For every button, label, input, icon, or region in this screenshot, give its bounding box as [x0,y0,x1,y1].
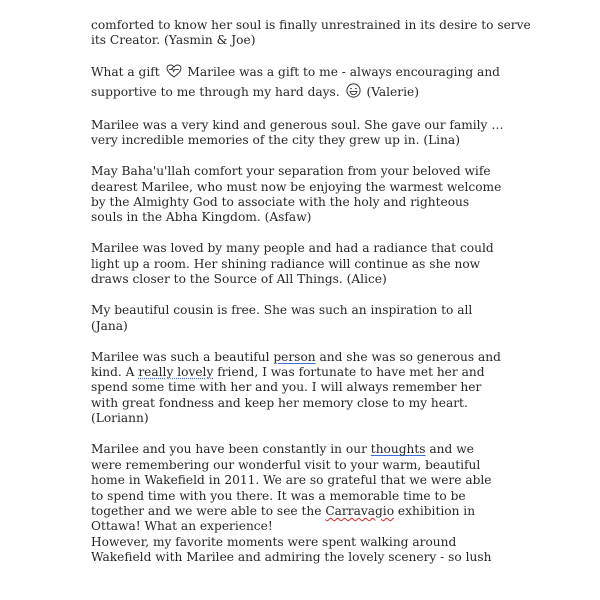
text-line: comforted to know her soul is finally unrestrained in its desire to serve [91,18,531,32]
text-line: by the Almighty God to associate with the holy and righteous [91,195,470,210]
paragraph-loriann [91,350,511,427]
text-line: May Baha'u'llah comfort your separation from your beloved wife [91,164,491,179]
text-line: souls in the Abha Kingdom. (Asfaw) [91,210,312,225]
text-fragment: friend, I was fortunate to have met her and [213,365,485,380]
text-line: to spend time with you there. It was a memorable time to be [91,488,466,503]
text-line: Marilee was a very kind and generous soul. She gave our family … [91,117,504,132]
paragraph-valerie [91,64,511,102]
text-line: very incredible memories of the city they grew up in. (Lina) [91,133,460,148]
text-line: My beautiful cousin is free. She was such an inspiration to all [91,303,473,318]
text-fragment: kind. A [91,365,139,380]
text-line [91,64,511,82]
paragraph-jana [91,303,511,334]
text-fragment: (Valerie) [362,84,419,99]
text-fragment: exhibition in [394,503,476,518]
paragraph-lina [91,118,511,149]
spelling-flagged-word[interactable]: Carravagio [325,503,395,518]
smiley-icon [346,83,361,102]
paragraph-asfaw [91,164,511,226]
grammar-flagged-word[interactable]: thoughts [370,442,426,457]
text-line [91,504,511,519]
text-line [91,350,511,365]
text-fragment: together and we were able to see the [91,503,326,518]
text-fragment: supportive to me through my hard days. [91,84,344,99]
text-fragment: and she was so generous and [315,349,501,364]
text-line: home in Wakefield in 2011. We are so grateful that we were able [91,473,492,488]
text-line: spend some time with her and you. I will always remember her [91,380,482,395]
document-page [91,18,531,581]
text-line: draws closer to the Source of All Things. (Alice) [91,272,387,287]
text-line: its Creator. (Yasmin & Joe) [91,33,256,48]
heart-icon [166,64,182,82]
text-line: However, my favorite moments were spent walking around [91,534,457,549]
style-flagged-phrase[interactable]: really lovely [138,365,214,380]
text-fragment: What a gift [91,65,164,80]
paragraph-yasmin-joe [91,18,531,49]
text-line: light up a room. Her shining radiance will continue as she now [91,256,481,271]
text-line [91,365,511,380]
text-line: dearest Marilee, who must now be enjoying the warmest welcome [91,179,502,194]
paragraph-alice [91,241,511,287]
text-fragment: Marilee was such a beautiful [91,349,274,364]
text-line: Wakefield with Marilee and admiring the lovely scenery - so lush [91,550,492,565]
text-line [91,442,511,457]
text-fragment: Marilee and you have been constantly in our [91,442,371,457]
text-line: with great fondness and keep her memory close to my heart. [91,395,468,410]
text-line: Marilee was loved by many people and had a radiance that could [91,241,494,256]
text-line: (Jana) [91,318,128,333]
text-fragment: Marilee was a gift to me - always encouraging and [183,65,500,80]
text-line: Ottawa! What an experience! [91,519,273,534]
text-fragment: and we [425,442,474,457]
text-line [91,83,511,102]
grammar-flagged-word[interactable]: person [273,349,316,364]
text-line: were remembering our wonderful visit to your warm, beautiful [91,457,481,472]
text-line: (Loriann) [91,411,149,426]
paragraph-wakefield [91,442,511,565]
